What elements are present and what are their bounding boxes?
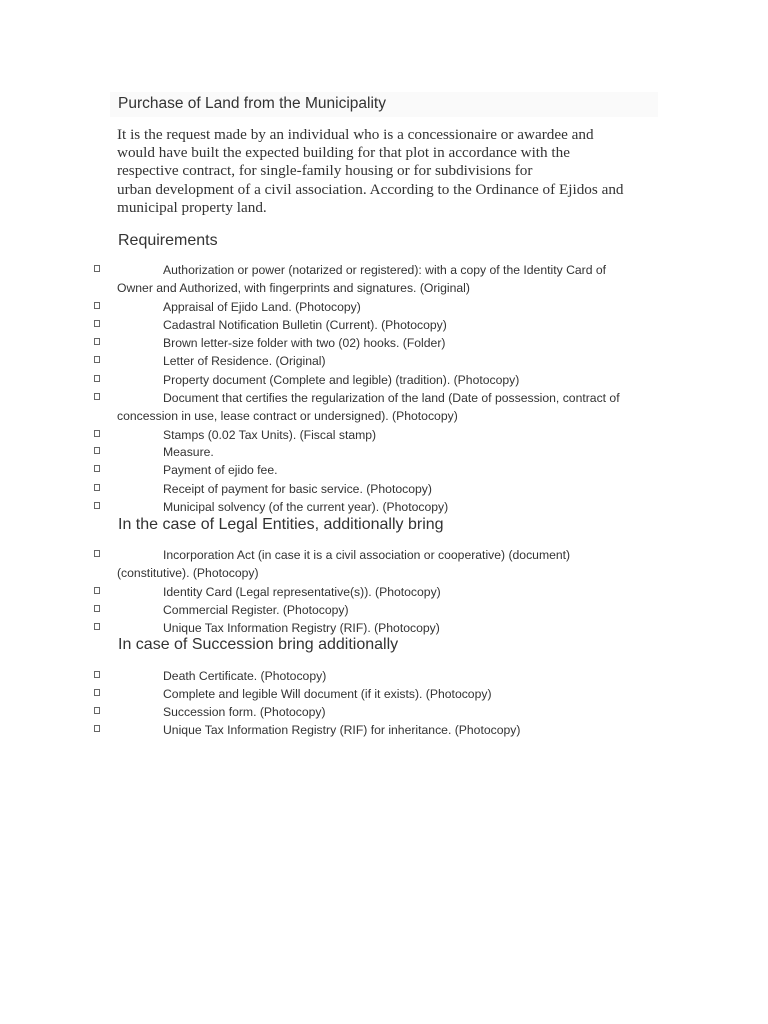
intro-line: municipal property land. bbox=[117, 198, 267, 216]
checkbox-glyph-icon bbox=[94, 265, 100, 272]
list-item-text: Unique Tax Information Registry (RIF) for inheritance. (Photocopy) bbox=[163, 723, 521, 737]
intro-line: It is the request made by an individual who is a concessionaire or awardee and bbox=[117, 126, 594, 143]
list-item-text: Municipal solvency (of the current year). (Photocopy) bbox=[163, 500, 449, 514]
checkbox-glyph-icon bbox=[94, 320, 100, 327]
intro-line: urban development of a civil association. According to the Ordinance of Ejidos and bbox=[117, 180, 624, 198]
checkbox-glyph-icon bbox=[94, 338, 100, 345]
checkbox-glyph-icon bbox=[94, 430, 100, 437]
list-item-text: Identity Card (Legal representative(s)). (Photocopy) bbox=[163, 585, 441, 599]
list-item-text-continued: Owner and Authorized, with fingerprints and signatures. (Original) bbox=[117, 281, 470, 295]
list-item-text: Brown letter-size folder with two (02) hooks. (Folder) bbox=[163, 336, 446, 350]
list-item-text: Cadastral Notification Bulletin (Current). (Photocopy) bbox=[163, 318, 447, 332]
list-item-text: Measure. bbox=[163, 445, 214, 459]
checkbox-glyph-icon bbox=[94, 605, 100, 612]
list-item-text: Incorporation Act (in case it is a civil association or cooperative) (document) bbox=[163, 548, 571, 562]
checkbox-glyph-icon bbox=[94, 393, 100, 400]
checkbox-glyph-icon bbox=[94, 689, 100, 696]
checkbox-glyph-icon bbox=[94, 356, 100, 363]
list-item-text-continued: concession in use, lease contract or undersigned). (Photocopy) bbox=[117, 409, 458, 423]
checkbox-glyph-icon bbox=[94, 447, 100, 454]
checkbox-glyph-icon bbox=[94, 671, 100, 678]
list-item-text: Succession form. (Photocopy) bbox=[163, 705, 326, 719]
list-item-text: Receipt of payment for basic service. (Photocopy) bbox=[163, 482, 432, 496]
requirements-heading: Requirements bbox=[118, 232, 218, 249]
checkbox-glyph-icon bbox=[94, 725, 100, 732]
checkbox-glyph-icon bbox=[94, 707, 100, 714]
list-item-text-continued: (constitutive). (Photocopy) bbox=[117, 566, 259, 580]
page-title: Purchase of Land from the Municipality bbox=[118, 95, 386, 112]
list-item-text: Stamps (0.02 Tax Units). (Fiscal stamp) bbox=[163, 428, 377, 442]
checkbox-glyph-icon bbox=[94, 587, 100, 594]
list-item-text: Letter of Residence. (Original) bbox=[163, 354, 326, 368]
list-item-text: Payment of ejido fee. bbox=[163, 463, 278, 477]
succession-heading: In case of Succession bring additionally bbox=[118, 636, 399, 653]
checkbox-glyph-icon bbox=[94, 484, 100, 491]
list-item-text: Appraisal of Ejido Land. (Photocopy) bbox=[163, 300, 361, 314]
list-item-text: Authorization or power (notarized or registered): with a copy of the Identity Card of bbox=[163, 263, 607, 277]
list-item-text: Complete and legible Will document (if it exists). (Photocopy) bbox=[163, 687, 492, 701]
checkbox-glyph-icon bbox=[94, 302, 100, 309]
list-item-text: Unique Tax Information Registry (RIF). (Photocopy) bbox=[163, 621, 440, 635]
checkbox-glyph-icon bbox=[94, 465, 100, 472]
intro-paragraph bbox=[117, 126, 657, 217]
list-item-text: Death Certificate. (Photocopy) bbox=[163, 669, 327, 683]
checkbox-glyph-icon bbox=[94, 502, 100, 509]
list-item-text: Commercial Register. (Photocopy) bbox=[163, 603, 349, 617]
checkbox-glyph-icon bbox=[94, 375, 100, 382]
intro-line: respective contract, for single-family housing or for subdivisions for bbox=[117, 162, 533, 180]
legal-entities-heading: In the case of Legal Entities, additionally bring bbox=[118, 516, 444, 533]
checkbox-glyph-icon bbox=[94, 550, 100, 557]
list-item-text: Property document (Complete and legible) (tradition). (Photocopy) bbox=[163, 373, 520, 387]
intro-line: would have built the expected building for that plot in accordance with the bbox=[117, 144, 570, 162]
list-item-text: Document that certifies the regularization of the land (Date of possession, contract of bbox=[163, 391, 620, 405]
checkbox-glyph-icon bbox=[94, 623, 100, 630]
